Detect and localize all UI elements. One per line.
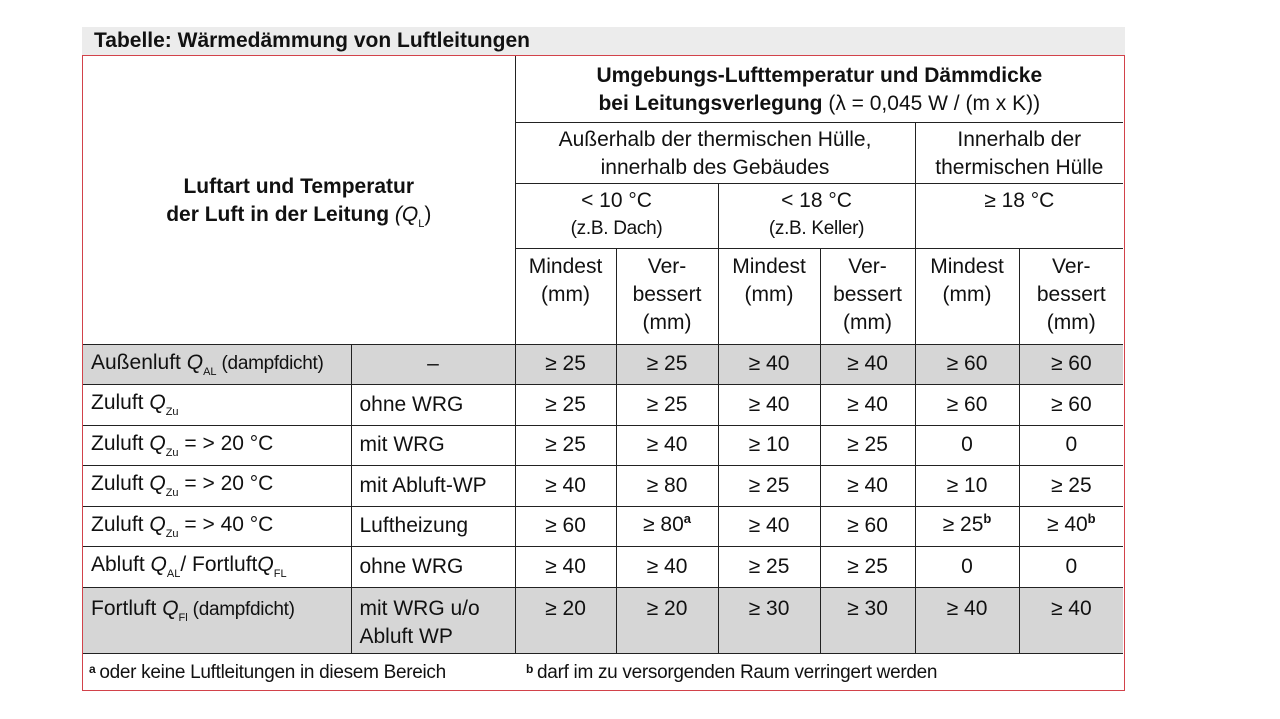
footnote-mark-b: b [1087,511,1096,526]
row-label-suffix: = > 20 °C [178,431,274,455]
verbessert-label-a: Ver- [848,254,887,278]
verbessert-label-b: bessert [833,282,902,306]
row-label-text: Zuluft [91,431,150,455]
header-verbessert-2 [820,248,915,344]
table-cell: 0 [915,425,1019,465]
header-temp-ge18 [915,183,1123,248]
row-symbol: Q [149,431,166,455]
footnote-mark-b: b [983,511,992,526]
table-cell: ≥ 30 [820,587,915,653]
temp-lt10: < 10 °C [581,188,652,212]
row-label [83,546,351,587]
temp-ge18: ≥ 18 °C [984,188,1055,212]
header-q-sub: L [418,218,425,231]
row-condition: ohne WRG [351,546,515,587]
header-airtype-line1: Luftart und Temperatur [183,175,415,199]
header-ambient-line1: Umgebungs-Lufttemperatur und Dämmdicke [596,64,1043,87]
temp-lt18: < 18 °C [781,188,852,212]
row-symbol-2: Q [257,553,274,576]
table-cell: ≥ 40 [1019,587,1123,653]
row-label [83,425,351,465]
temp-lt18-note: (z.B. Keller) [768,217,865,239]
row-condition: ohne WRG [351,384,515,425]
row-label-suffix: (dampfdicht) [216,352,324,374]
table-cell: ≥ 60 [1019,344,1123,384]
row-label [83,506,351,546]
header-airtype-line2 [83,201,515,232]
table-row [83,465,1123,506]
table-row [83,587,1123,653]
footnotes [83,655,1123,689]
footnote-b-text: darf im zu versorgenden Raum verringert werden [537,662,938,683]
table-cell: ≥ 40 [616,425,718,465]
verbessert-unit: (mm) [1046,310,1096,334]
mindest-label: Mindest [528,254,603,278]
table-cell: ≥ 25 [718,546,820,587]
row-symbol: Q [149,391,166,414]
row-symbol: Q [149,512,166,536]
mindest-unit: (mm) [942,282,992,306]
table-cell: ≥ 25 [820,546,915,587]
mindest-unit: (mm) [541,282,590,306]
footnote-a [89,662,446,684]
table-cell: ≥ 40 [616,546,718,587]
table-cell: ≥ 60 [1019,384,1123,425]
table-cell: ≥ 40 [820,344,915,384]
footnote-a-text: oder keine Luftleitungen in diesem Bereich [99,662,446,683]
cell-value: ≥ 25 [942,513,984,536]
mindest-label: Mindest [732,254,806,278]
table-cell: ≥ 40 [718,384,820,425]
row-condition-line1: mit WRG u/o [359,596,480,620]
table-cell: ≥ 40 [515,465,616,506]
table-cell: ≥ 25 [515,344,616,384]
table-cell: ≥ 25 [820,425,915,465]
table-frame [82,55,1125,691]
row-symbol-2-sub: FL [273,568,287,580]
row-label [83,384,351,425]
header-temp-lt10 [515,183,718,248]
verbessert-label-b: bessert [632,282,702,306]
header-verbessert-3 [1019,248,1123,344]
header-mindest-1 [515,248,616,344]
table-cell: ≥ 40 [820,465,915,506]
row-symbol: Q [162,596,179,620]
table-title-bar [82,27,1125,55]
header-airtype-symbol [394,203,432,231]
verbessert-label-a: Ver- [1052,254,1091,278]
row-condition-line2: Abluft WP [359,624,453,648]
table-cell [616,506,718,546]
table-cell: ≥ 25 [1019,465,1123,506]
row-symbol-sub: Fl [178,611,188,624]
verbessert-unit: (mm) [642,310,692,334]
table-title: Tabelle: Wärmedämmung von Luftleitungen [94,29,530,52]
row-label-suffix: (dampfdicht) [187,598,295,620]
header-mindest-3 [915,248,1019,344]
insulation-table [83,56,1123,654]
verbessert-label-b: bessert [1036,282,1106,306]
row-symbol: Q [150,553,167,576]
row-symbol-sub: Zu [165,446,179,459]
table-cell: ≥ 40 [820,384,915,425]
row-symbol-sub: AL [166,568,181,580]
footnote-a-mark: a [89,662,96,676]
table-cell: ≥ 30 [718,587,820,653]
header-outside-line1: Außerhalb der thermischen Hülle, [558,127,872,151]
table-cell: ≥ 25 [616,384,718,425]
row-label [83,465,351,506]
header-q-close: ) [424,203,432,227]
header-ambient-bold: bei Leitungsverlegung [598,92,829,115]
table-cell: ≥ 60 [915,344,1019,384]
row-symbol: Q [186,350,204,374]
row-label-suffix: = > 40 °C [178,512,274,536]
mindest-unit: (mm) [744,282,794,306]
table-cell: ≥ 25 [718,465,820,506]
temp-lt10-note: (z.B. Dach) [570,217,663,239]
table-cell: ≥ 20 [515,587,616,653]
mindest-label: Mindest [930,254,1004,278]
table-cell: ≥ 40 [515,546,616,587]
header-mindest-2 [718,248,820,344]
header-verbessert-1 [616,248,718,344]
table-cell: ≥ 10 [718,425,820,465]
row-condition: mit WRG [351,425,515,465]
row-label-text: Außenluft [91,350,187,374]
table-cell: ≥ 40 [915,587,1019,653]
header-temp-lt18 [718,183,915,248]
row-label-text: Zuluft [91,391,150,414]
table-cell: ≥ 25 [515,425,616,465]
table-cell: ≥ 60 [515,506,616,546]
row-label-text: Abluft [91,553,151,576]
row-symbol-sub: Zu [165,527,179,540]
row-label-text: Zuluft [91,472,150,495]
table-cell: ≥ 10 [915,465,1019,506]
header-ambient-lambda: (λ = 0,045 W / (m x K)) [828,92,1041,115]
table-row [83,506,1123,546]
header-outside [515,122,915,183]
row-label-text: Zuluft [91,512,150,536]
table-row [83,384,1123,425]
row-condition [351,587,515,653]
table-cell: ≥ 40 [718,344,820,384]
table-cell: ≥ 60 [915,384,1019,425]
table-row [83,344,1123,384]
verbessert-unit: (mm) [843,310,892,334]
footnote-mark-a: a [683,511,691,526]
table-cell: ≥ 25 [616,344,718,384]
row-condition: – [351,344,515,384]
header-q: (Q [394,203,419,227]
header-ambient-line2 [516,90,1124,118]
row-symbol-sub: Zu [165,487,179,499]
footnote-b [526,662,937,684]
row-symbol-sub: Zu [165,406,179,418]
header-inside-line1: Innerhalb der [957,127,1082,151]
table-cell: 0 [1019,546,1123,587]
row-label [83,344,351,384]
table-cell [1019,506,1123,546]
header-outside-line2: innerhalb des Gebäudes [600,155,830,179]
header-ambient [515,56,1123,122]
row-condition: mit Abluft-WP [351,465,515,506]
header-inside-line2: thermischen Hülle [935,155,1104,179]
row-label-suffix: = > 20 °C [178,472,274,495]
cell-value: ≥ 80 [643,513,684,536]
table-cell: ≥ 20 [616,587,718,653]
header-inside [915,122,1123,183]
table-cell [915,506,1019,546]
header-airtype [83,56,515,344]
row-label-text: Fortluft [91,596,163,620]
table-cell: 0 [1019,425,1123,465]
row-symbol: Q [149,472,166,495]
header-airtype-text: der Luft in der Leitung [166,203,395,227]
table-row [83,425,1123,465]
verbessert-label-a: Ver- [647,254,687,278]
row-symbol-sub: AL [203,365,217,378]
row-label-suffix: / Fortluft [180,553,258,576]
table-cell: ≥ 60 [820,506,915,546]
table-cell: 0 [915,546,1019,587]
cell-value: ≥ 40 [1046,513,1088,536]
table-cell: ≥ 25 [515,384,616,425]
table-row [83,546,1123,587]
row-label [83,587,351,653]
table-cell: ≥ 80 [616,465,718,506]
table-cell: ≥ 40 [718,506,820,546]
footnote-b-mark: b [526,662,534,676]
row-condition: Luftheizung [351,506,515,546]
